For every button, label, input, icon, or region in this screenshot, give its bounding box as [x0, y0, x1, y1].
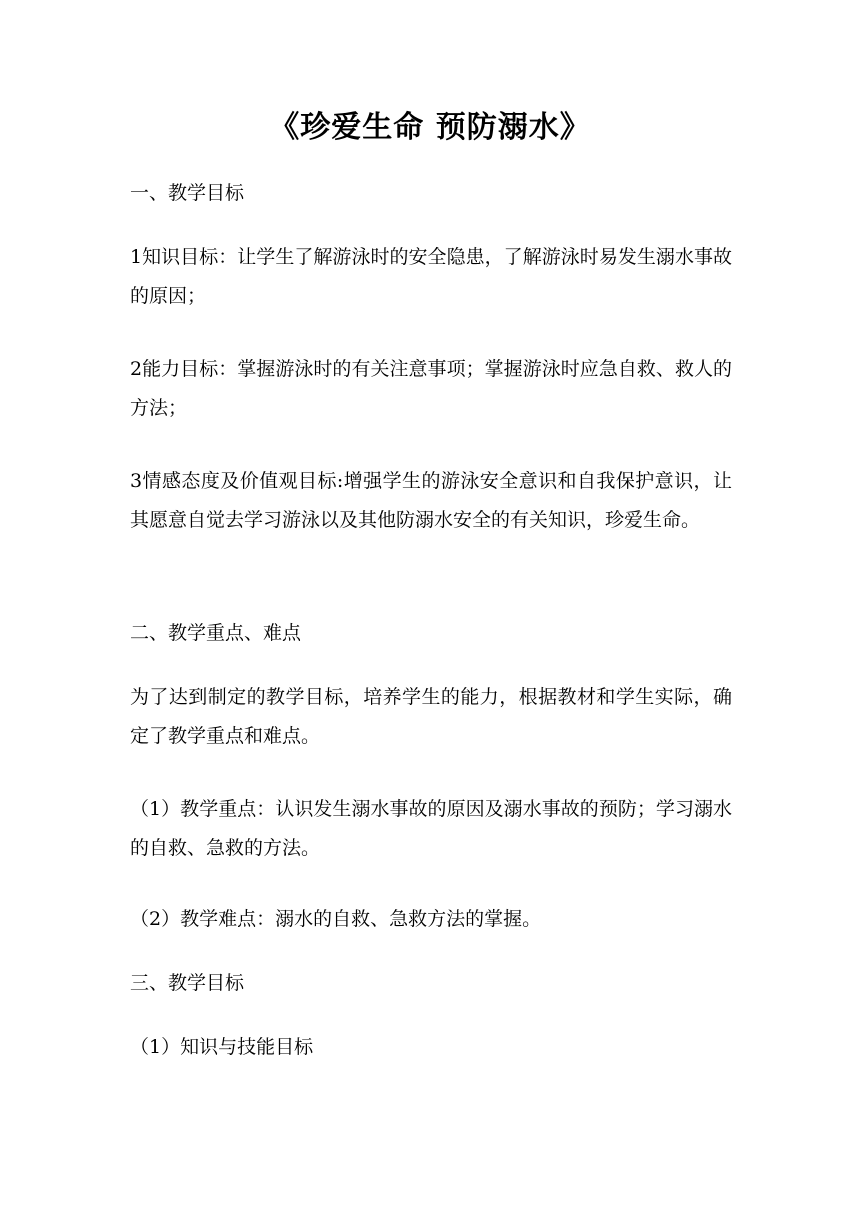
key-point-paragraph: （1）教学重点：认识发生溺水事故的原因及溺水事故的预防；学习溺水的自救、急救的方法。 [130, 798, 732, 859]
heading-key-difficult-points: 二、教学重点、难点 [130, 622, 302, 644]
document-title: 《珍爱生命 预防溺水》 [269, 110, 591, 145]
attitude-goal-paragraph: 3情感态度及价值观目标:增强学生的游泳安全意识和自我保护意识，让其愿意自觉去学习游泳以及其他防溺水安全的有关知识，珍爱生命。 [130, 470, 732, 531]
knowledge-skill-goal-heading: （1）知识与技能目标 [130, 1036, 314, 1058]
difficult-point-paragraph: （2）教学难点：溺水的自救、急救方法的掌握。 [130, 908, 542, 930]
heading-teaching-goals-2: 三、教学目标 [130, 972, 245, 994]
intro-paragraph: 为了达到制定的教学目标，培养学生的能力，根据教材和学生实际，确定了教学重点和难点。 [130, 686, 732, 747]
ability-goal-paragraph: 2能力目标：掌握游泳时的有关注意事项；掌握游泳时应急自救、救人的方法； [130, 358, 732, 419]
knowledge-goal-paragraph: 1知识目标：让学生了解游泳时的安全隐患，了解游泳时易发生溺水事故的原因； [130, 246, 732, 307]
heading-teaching-goals: 一、教学目标 [130, 182, 245, 204]
